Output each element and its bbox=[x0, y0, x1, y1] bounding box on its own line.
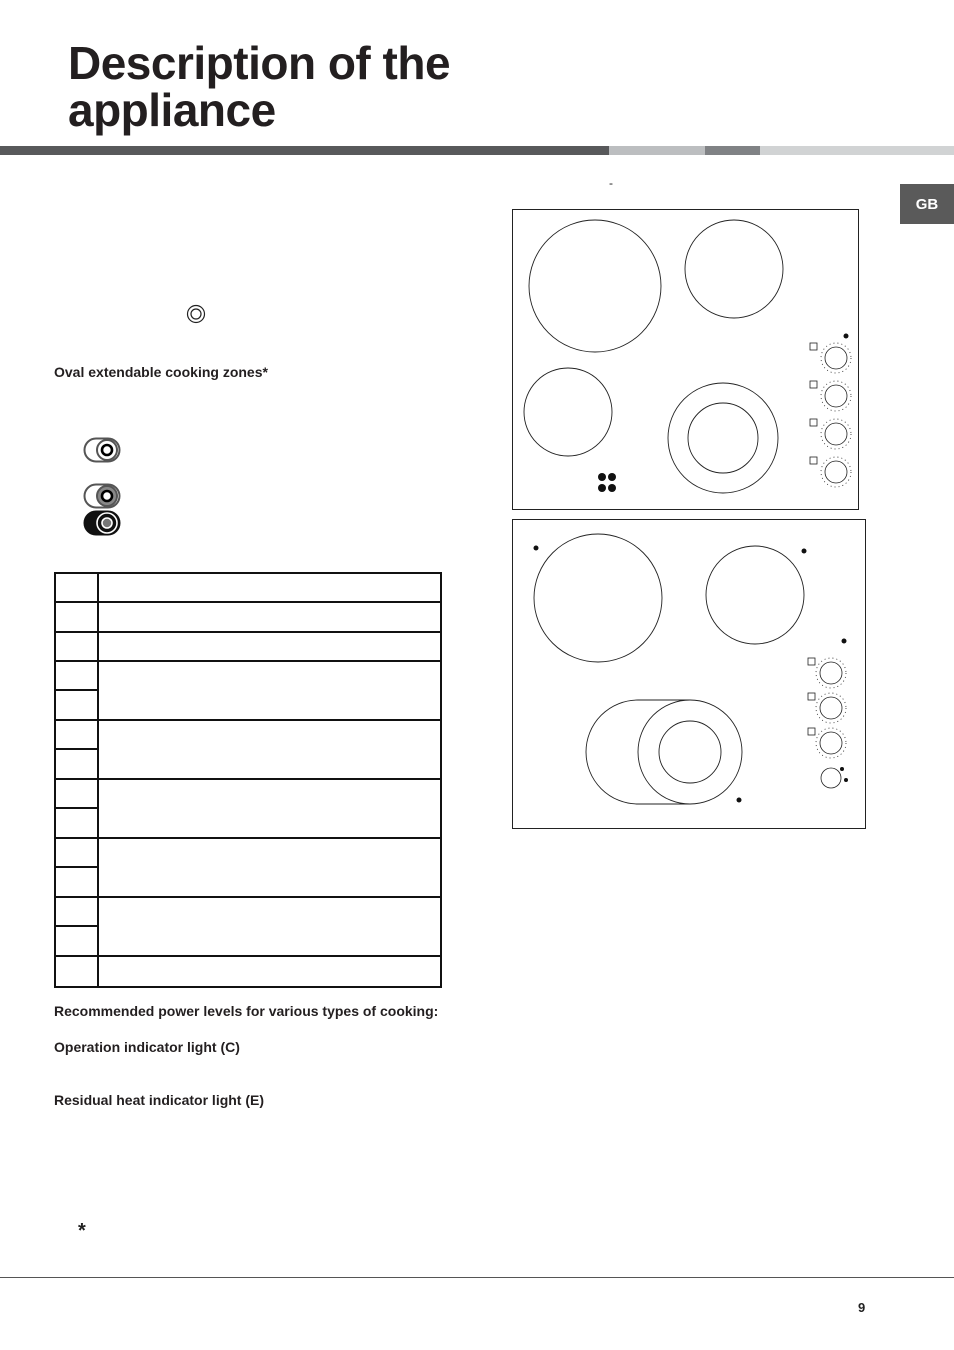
oval-zone-full-icon bbox=[83, 510, 121, 536]
stray-dash: - bbox=[609, 176, 613, 190]
header-rule-light bbox=[609, 146, 705, 155]
hob-diagram-four-zone bbox=[512, 209, 860, 511]
page-number: 9 bbox=[858, 1300, 866, 1315]
indicator-dot bbox=[534, 546, 539, 551]
hob-diagram-oval-zone bbox=[512, 519, 867, 830]
power-levels-heading: Recommended power levels for various types of cooking: bbox=[54, 1003, 439, 1019]
indicator-dot bbox=[840, 767, 844, 771]
oval-zones-heading: Oval extendable cooking zones* bbox=[54, 364, 268, 380]
title-line-2: appliance bbox=[68, 84, 276, 136]
residual-heat-heading: Residual heat indicator light (E) bbox=[54, 1092, 265, 1108]
title-line-1: Description of the bbox=[68, 37, 451, 89]
footer-rule bbox=[0, 1277, 954, 1278]
header-rule-pale bbox=[760, 146, 954, 155]
concentric-circle-icon bbox=[186, 304, 206, 324]
power-level-table bbox=[54, 572, 442, 988]
header-rule-dark bbox=[0, 146, 609, 155]
indicator-dot bbox=[842, 639, 847, 644]
indicator-dot bbox=[844, 778, 848, 782]
language-tab: GB bbox=[900, 184, 954, 224]
header-rule-mid bbox=[705, 146, 760, 155]
indicator-dot bbox=[802, 549, 807, 554]
page-title bbox=[68, 37, 451, 136]
footnote-asterisk: * bbox=[78, 1220, 86, 1242]
operation-light-heading: Operation indicator light (C) bbox=[54, 1039, 240, 1055]
oval-zone-outline-icon bbox=[83, 437, 121, 463]
oval-zone-inner-icon bbox=[83, 483, 121, 509]
indicator-dot bbox=[737, 798, 742, 803]
indicator-dot bbox=[844, 334, 849, 339]
